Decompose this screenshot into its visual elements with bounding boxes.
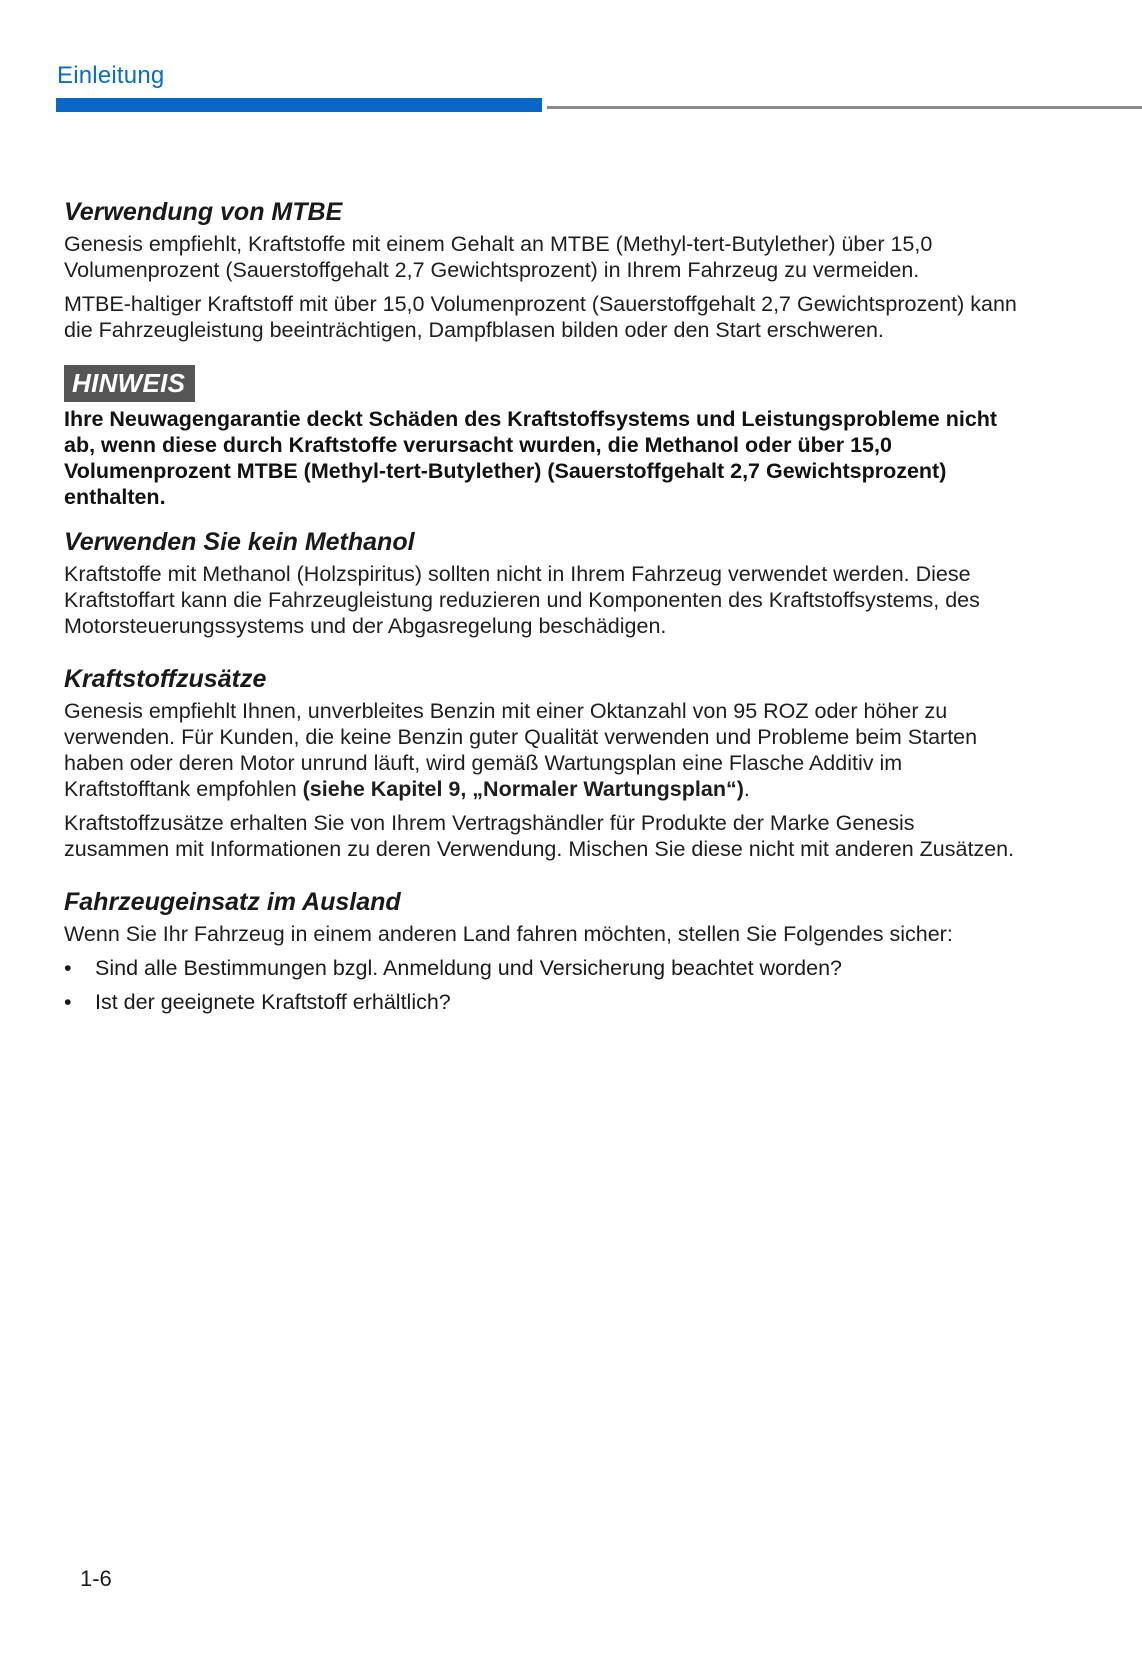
paragraph: Kraftstoffzusätze erhalten Sie von Ihrem Vertragshändler für Produkte der Marke Genesis zusammen mit Informationen zu deren Verwendung. Mischen Sie diese nicht mit anderen Zusätzen. xyxy=(64,811,1015,861)
paragraph-text: Genesis empfiehlt Ihnen, unverbleites Benzin mit einer Oktanzahl von 95 ROZ oder höher zu verwenden. Für Kunden, die keine Benzin guter Qualität verwenden und Probleme beim Starten haben oder deren Motor unrund läuft, wird gemäß Wartungsplan eine Flasche Additiv im Kraftstofftank empfohlen xyxy=(64,699,978,801)
paragraph: Genesis empfiehlt, Kraftstoffe mit einem Gehalt an MTBE (Methyl-tert-Butylether) über 15,0 Volumenprozent (Sauerstoffgehalt 2,7 Gewichtsprozent) in Ihrem Fahrzeug zu vermeiden. xyxy=(64,232,933,282)
page-number: 1-6 xyxy=(80,1566,112,1591)
notice-text: Ihre Neuwagengarantie deckt Schäden des Kraftstoffsystems und Leistungsprobleme nicht ab, wenn diese durch Kraftstoffe verursacht wurden, die Methanol oder über 15,0 Volumenprozent MTBE (Methyl-tert-Butylether) (Sauerstoffgehalt 2,7 Gewichtsprozent) enthalten. xyxy=(64,407,998,509)
section-title: Verwendung von MTBE xyxy=(64,198,343,226)
paragraph: MTBE-haltiger Kraftstoff mit über 15,0 Volumenprozent (Sauerstoffgehalt 2,7 Gewichtsprozent) kann die Fahrzeugleistung beeinträchtigen, Dampfblasen bilden oder den Start erschweren. xyxy=(64,292,1017,342)
chapter-reference: (siehe Kapitel 9, „Normaler Wartungsplan“) xyxy=(302,777,744,801)
list-item xyxy=(64,989,1024,1015)
header-rule xyxy=(547,106,1142,109)
list-item-text: Sind alle Bestimmungen bzgl. Anmeldung und Versicherung beachtet worden? xyxy=(95,956,843,980)
list-item-text: Ist der geeignete Kraftstoff erhältlich? xyxy=(95,990,451,1014)
paragraph: Kraftstoffe mit Methanol (Holzspiritus) sollten nicht in Ihrem Fahrzeug verwendet werden. Diese Kraftstoffart kann die Fahrzeugleistung reduzieren und Komponenten des Kraftstoffsystems, des Motorsteuerungssystems und der Abgasregelung beschädigen. xyxy=(64,562,980,638)
notice-box xyxy=(64,351,1024,510)
chapter-title: Einleitung xyxy=(57,62,165,89)
header-accent-bar xyxy=(56,98,542,112)
bullet-list xyxy=(64,955,1024,1015)
section-title: Verwenden Sie kein Methanol xyxy=(64,528,415,556)
paragraph-end: . xyxy=(743,777,750,801)
paragraph xyxy=(64,698,1024,802)
paragraph: Wenn Sie Ihr Fahrzeug in einem anderen Land fahren möchten, stellen Sie Folgendes sicher: xyxy=(64,922,953,946)
section-title: Kraftstoffzusätze xyxy=(64,665,267,693)
section-title: Fahrzeugeinsatz im Ausland xyxy=(64,888,401,916)
bullet-icon: • xyxy=(64,956,72,980)
page-content xyxy=(64,198,1024,1023)
section-methanol xyxy=(64,528,1024,639)
list-item xyxy=(64,955,1024,981)
section-mtbe xyxy=(64,198,1024,343)
section-additives xyxy=(64,665,1024,862)
section-abroad xyxy=(64,888,1024,1015)
notice-label: HINWEIS xyxy=(64,365,195,402)
bullet-icon: • xyxy=(64,990,72,1014)
